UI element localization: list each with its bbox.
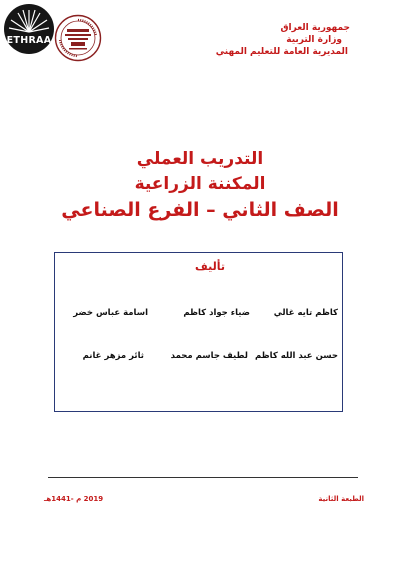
header-ministry: وزارة التربية — [286, 35, 342, 45]
logo-text: ETHRAA — [6, 35, 52, 46]
author-name: اسامة عباس خضر — [73, 308, 148, 318]
star-burst-icon — [4, 4, 54, 34]
authors-label: تأليف — [195, 260, 225, 273]
author-name: لطيف جاسم محمد — [170, 351, 248, 361]
title-line-2: المكننة الزراعية — [134, 174, 266, 194]
footer-divider — [48, 477, 358, 478]
header-directorate: المديرية العامة للتعليم المهني — [215, 47, 348, 57]
publication-year: 2019 م -1441هـ — [44, 495, 104, 503]
authors-frame — [54, 252, 343, 412]
edition-label: الطبعة الثانية — [318, 495, 364, 503]
author-name: حسن عبد الله كاظم — [254, 351, 338, 361]
author-name: ثائر مزهر غانم — [82, 351, 144, 361]
author-name: كاظم تايه غالي — [273, 308, 338, 318]
header-country: جمهورية العراق — [280, 23, 350, 33]
author-name: ضياء جواد كاظم — [183, 308, 250, 318]
ministry-seal-icon — [54, 14, 102, 62]
ethraa-logo — [4, 4, 54, 54]
title-line-1: التدريب العملي — [136, 149, 264, 169]
title-line-3: الصف الثاني – الفرع الصناعي — [61, 199, 339, 221]
